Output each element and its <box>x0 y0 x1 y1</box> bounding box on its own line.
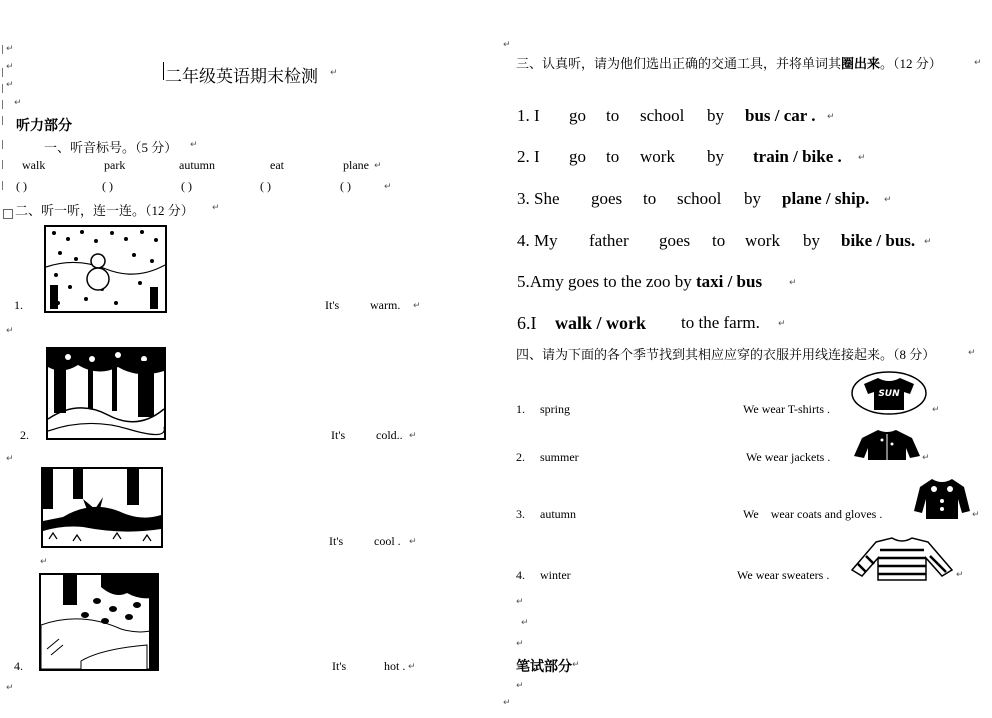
its-label: It's <box>332 659 347 673</box>
scene-bird-in-garden <box>41 467 163 548</box>
paragraph-mark: ↵ <box>6 80 14 90</box>
section3-heading <box>516 53 942 72</box>
answer-blank[interactable]: ( ) <box>260 179 271 193</box>
coat-icon <box>912 475 972 526</box>
paragraph-mark: ↵ <box>408 662 416 672</box>
margin-mark <box>2 116 9 125</box>
q-word: to <box>606 147 620 166</box>
scene-trees-and-hills <box>46 347 166 440</box>
listen-word: park <box>104 158 126 172</box>
transport-choice[interactable]: taxi / bus <box>695 272 763 291</box>
paragraph-mark: ↵ <box>858 153 866 163</box>
paragraph-mark: ↵ <box>968 348 976 358</box>
listen-word: autumn <box>179 158 215 172</box>
paragraph-mark: ↵ <box>503 698 511 708</box>
picture-number: 1. <box>14 298 23 312</box>
q-word: work <box>640 147 675 166</box>
paragraph-mark: ↵ <box>972 510 980 520</box>
season-name: spring <box>540 402 570 416</box>
paragraph-mark: ↵ <box>190 140 198 150</box>
q-word: father <box>589 231 629 250</box>
paragraph-mark: ↵ <box>924 237 932 247</box>
question-row <box>517 189 870 209</box>
answer-blank[interactable]: ( ) <box>340 179 351 193</box>
section3-heading-pre: 三、认真听，请为他们选出正确的交通工具，并将单词其 <box>516 56 842 71</box>
paragraph-mark: ↵ <box>922 453 930 463</box>
section1-heading: 一、听音标号。（5 分） <box>44 140 178 155</box>
q-word: 4. My <box>517 231 558 250</box>
scene-falling-leaves <box>39 573 159 671</box>
paragraph-mark: ↵ <box>413 301 421 311</box>
its-label: It's <box>325 298 340 312</box>
paragraph-mark: ↵ <box>516 597 524 607</box>
scene-snowman-in-snow <box>44 225 167 313</box>
listening-heading: 听力部分 <box>16 118 72 134</box>
paragraph-mark: ↵ <box>827 112 835 122</box>
q-word: school <box>677 189 722 208</box>
tshirt-print: SUN <box>878 389 900 399</box>
paragraph-mark: ↵ <box>516 681 524 691</box>
weather-word: hot . <box>384 659 406 673</box>
paragraph-mark: ↵ <box>884 195 892 205</box>
weather-word: cool . <box>374 534 401 548</box>
paragraph-mark: ↵ <box>6 62 14 72</box>
question-row <box>517 147 842 167</box>
q-word: 2. I <box>517 147 540 166</box>
q-word: go <box>569 106 586 125</box>
season-number: 2. <box>516 450 525 464</box>
q-word: 3. She <box>517 189 560 208</box>
its-label: It's <box>329 534 344 548</box>
q-word: go <box>569 147 586 166</box>
paragraph-mark: ↵ <box>409 537 417 547</box>
paragraph-mark: ↵ <box>503 40 511 50</box>
clothes-phrase: We wear T-shirts . <box>743 402 831 416</box>
transport-choice[interactable]: walk / work <box>555 313 647 333</box>
clothes-phrase: We wear coats and gloves . <box>743 507 883 521</box>
its-label: It's <box>331 428 346 442</box>
q-word: goes <box>591 189 623 208</box>
paragraph-mark: ↵ <box>6 454 14 464</box>
margin-mark <box>2 160 9 169</box>
section3-heading-post: 。（12 分） <box>880 56 942 71</box>
season-name: autumn <box>540 507 576 521</box>
q-word: to <box>606 106 620 125</box>
paragraph-mark: ↵ <box>374 161 382 171</box>
section3-heading-bold: 圈出来 <box>841 56 881 71</box>
paragraph-mark: ↵ <box>6 44 14 54</box>
sweater-icon <box>850 536 954 587</box>
writing-heading: 笔试部分 <box>516 659 572 675</box>
picture-number: 4. <box>14 659 23 673</box>
text-cursor <box>163 62 164 80</box>
q-word: to <box>712 231 726 250</box>
listen-word: eat <box>270 158 284 172</box>
section2-heading: 二、听一听，连一连。（12 分） <box>15 203 194 218</box>
paragraph-mark: ↵ <box>521 618 529 628</box>
q-word: school <box>640 106 685 125</box>
paragraph-mark: ↵ <box>40 557 48 567</box>
section4-heading: 四、请为下面的各个季节找到其相应应穿的衣服并用线连接起来。（8 分） <box>516 347 936 362</box>
q-word: to <box>643 189 657 208</box>
margin-mark <box>2 140 9 149</box>
page-title: 二年级英语期末检测 <box>165 67 318 86</box>
q-word: 5.Amy goes to the zoo by <box>517 272 692 291</box>
q-word: goes <box>659 231 691 250</box>
paragraph-mark: ↵ <box>789 278 797 288</box>
transport-choice[interactable]: bus / car . <box>745 106 816 125</box>
question-row <box>517 313 760 334</box>
margin-mark <box>2 100 9 109</box>
answer-blank[interactable]: ( ) <box>16 179 27 193</box>
paragraph-mark: ↵ <box>572 660 580 670</box>
jacket-icon <box>852 426 922 467</box>
season-number: 1. <box>516 402 525 416</box>
answer-blank[interactable]: ( ) <box>181 179 192 193</box>
q-word: 6.I <box>517 313 537 333</box>
margin-mark <box>2 181 9 190</box>
clothes-phrase: We wear sweaters . <box>737 568 830 582</box>
question-row <box>517 272 762 292</box>
transport-choice[interactable]: bike / bus. <box>841 231 916 250</box>
paragraph-mark: ↵ <box>6 326 14 336</box>
object-anchor <box>3 209 13 219</box>
season-number: 3. <box>516 507 525 521</box>
question-row <box>517 231 916 251</box>
paragraph-mark: ↵ <box>212 203 220 213</box>
question-row <box>517 106 816 126</box>
transport-choice[interactable]: train / bike . <box>753 147 842 166</box>
paragraph-mark: ↵ <box>6 683 14 693</box>
paragraph-mark: ↵ <box>330 68 338 78</box>
listen-word: plane <box>343 158 369 172</box>
paragraph-mark: ↵ <box>778 319 786 329</box>
q-word: to the farm. <box>681 313 760 332</box>
listen-word: walk <box>22 158 46 172</box>
season-name: summer <box>540 450 579 464</box>
transport-choice[interactable]: plane / ship. <box>782 189 870 208</box>
season-name: winter <box>540 568 571 582</box>
paragraph-mark: ↵ <box>14 98 22 108</box>
clothes-phrase: We wear jackets . <box>746 450 831 464</box>
paragraph-mark: ↵ <box>516 639 524 649</box>
answer-blank[interactable]: ( ) <box>102 179 113 193</box>
weather-word: cold.. <box>376 428 403 442</box>
q-word: by <box>803 231 820 250</box>
tshirt-icon <box>850 370 928 421</box>
q-word: 1. I <box>517 106 540 125</box>
paragraph-mark: ↵ <box>384 182 392 192</box>
paragraph-mark: ↵ <box>409 431 417 441</box>
q-word: work <box>745 231 780 250</box>
q-word: by <box>744 189 761 208</box>
weather-word: warm. <box>370 298 401 312</box>
paragraph-mark: ↵ <box>974 58 982 68</box>
season-number: 4. <box>516 568 525 582</box>
paragraph-mark: ↵ <box>932 405 940 415</box>
q-word: by <box>707 106 724 125</box>
paragraph-mark: ↵ <box>956 570 964 580</box>
picture-number: 2. <box>20 428 29 442</box>
q-word: by <box>707 147 724 166</box>
